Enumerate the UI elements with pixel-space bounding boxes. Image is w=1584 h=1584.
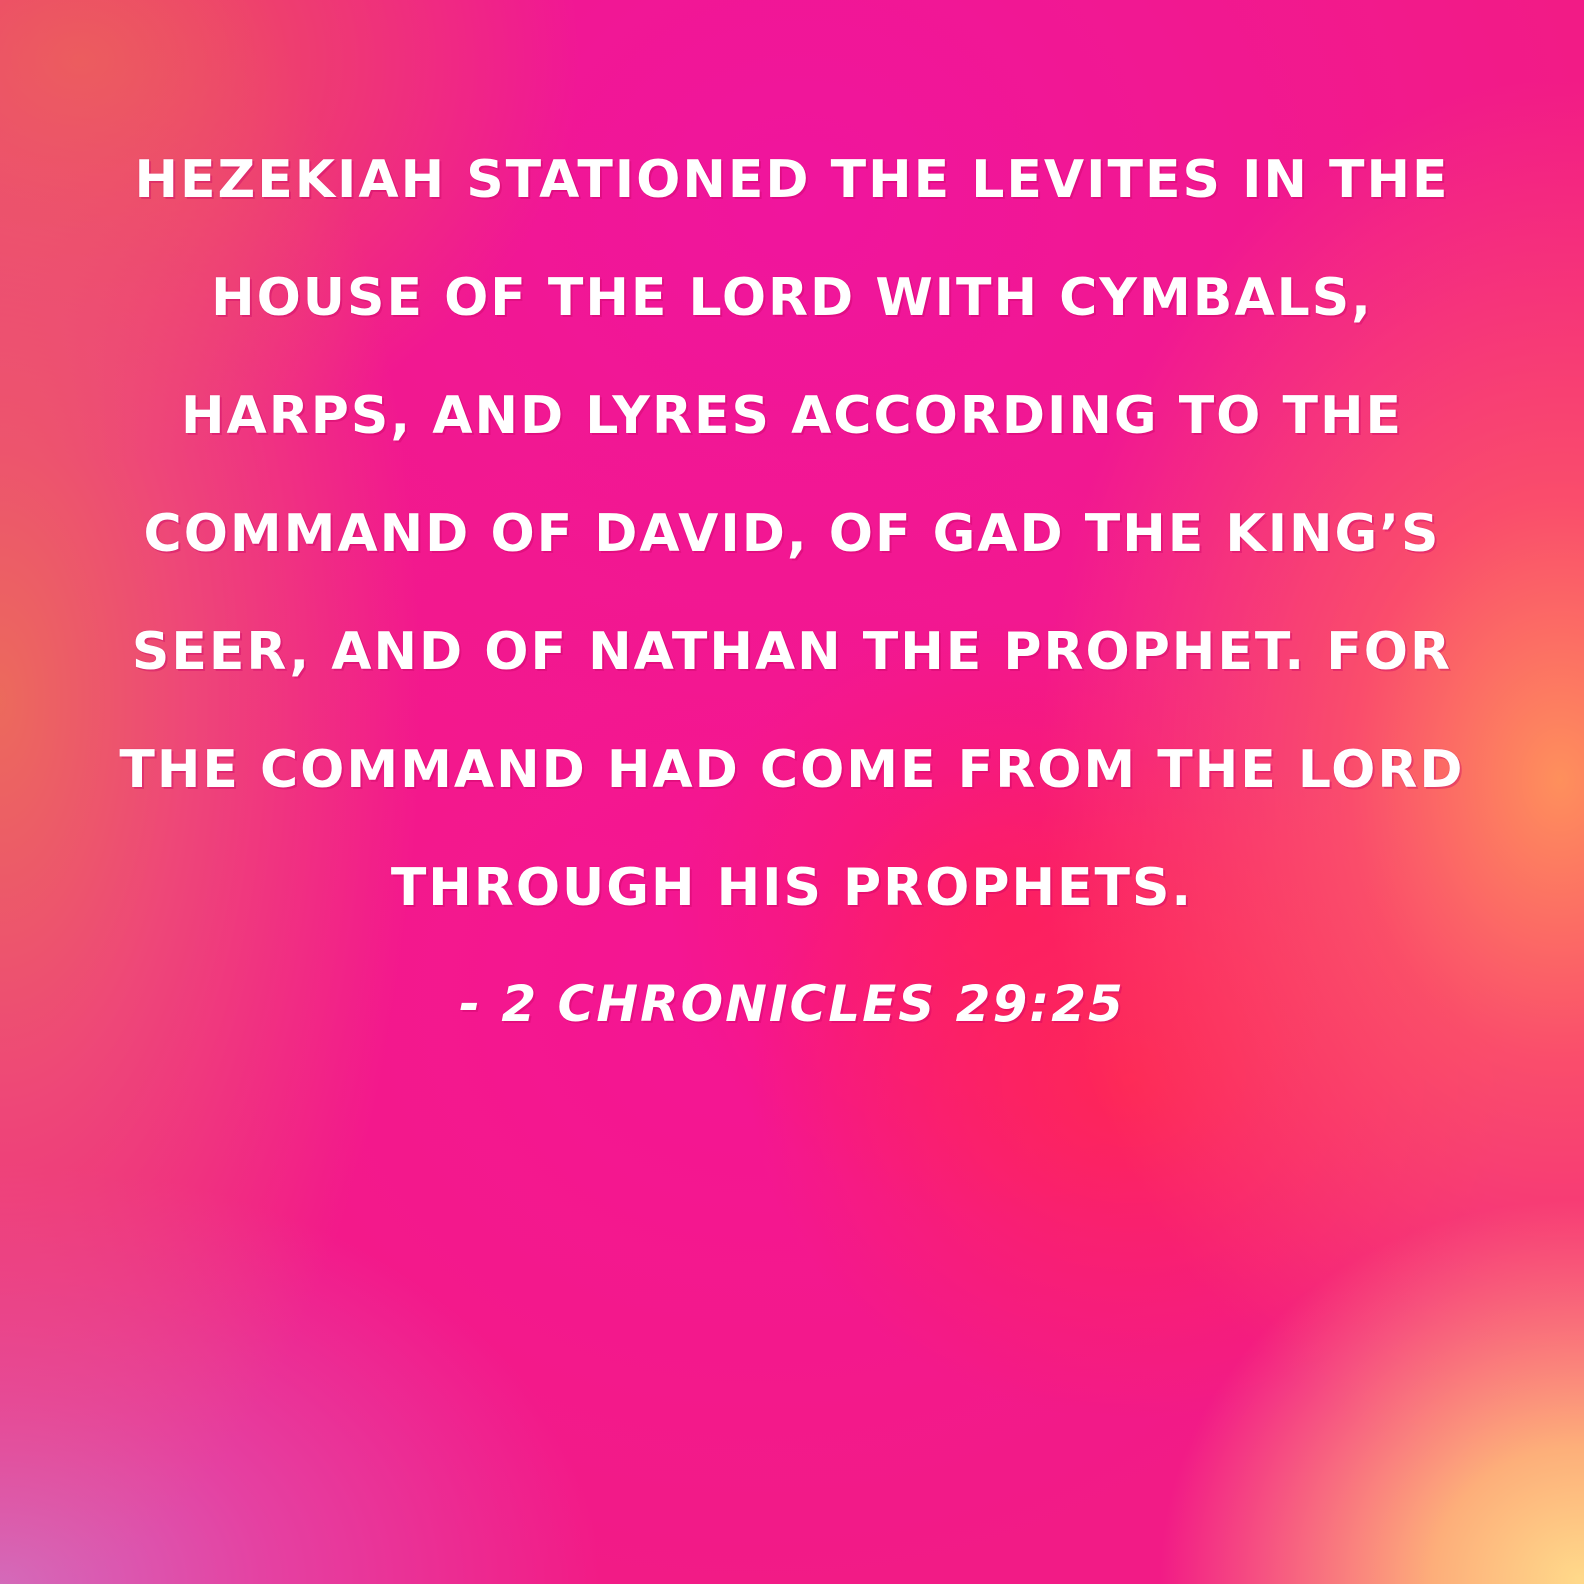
verse-line-5: SEER, AND OF NATHAN THE PROPHET. FOR: [131, 622, 1453, 682]
verse-line-6: THE COMMAND HAD COME FROM THE LORD: [119, 740, 1465, 800]
verse-line-1: HEZEKIAH STATIONED THE LEVITES IN THE: [134, 150, 1450, 210]
verse-line-4: COMMAND OF DAVID, OF GAD THE KING’S: [143, 504, 1441, 564]
verse-line-2: HOUSE OF THE LORD WITH CYMBALS,: [211, 268, 1373, 328]
verse-line-7: THROUGH HIS PROPHETS.: [390, 858, 1194, 918]
verse-container: [0, 140, 1584, 1044]
verse-reference: - 2 CHRONICLES 29:25: [459, 975, 1125, 1033]
verse-line-3: HARPS, AND LYRES ACCORDING TO THE: [181, 386, 1403, 446]
